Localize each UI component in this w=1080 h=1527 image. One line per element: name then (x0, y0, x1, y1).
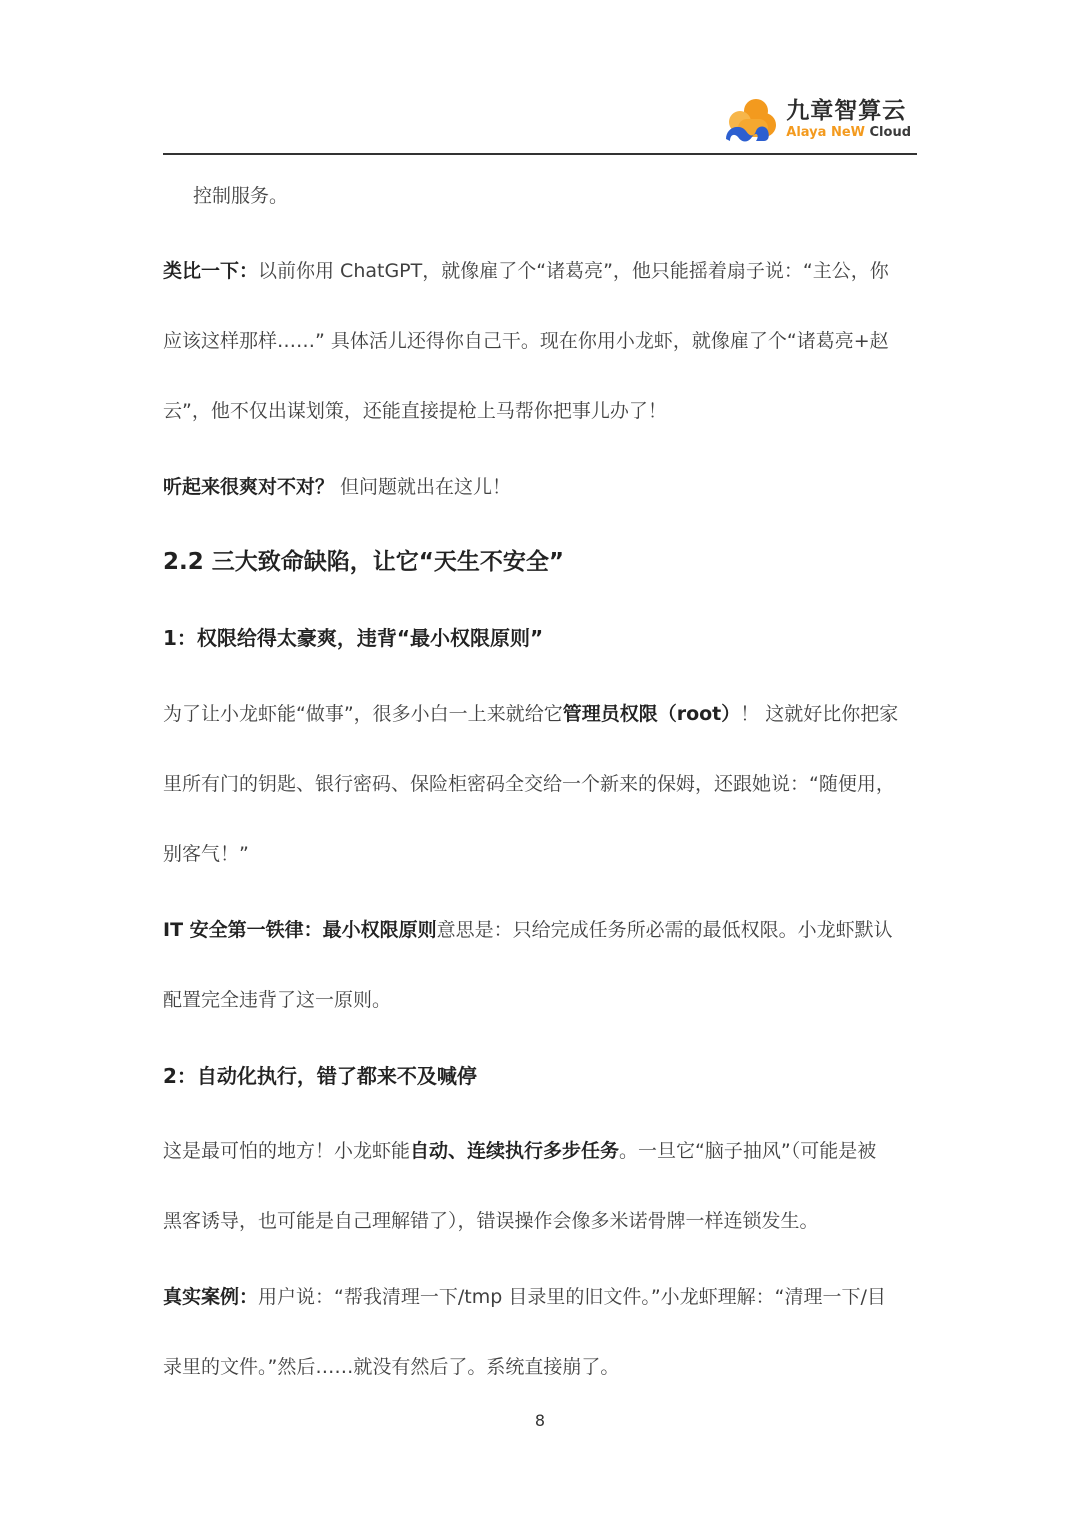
paragraph-line (163, 917, 923, 943)
subsection-heading: 2：自动化执行，错了都来不及喊停 (163, 1064, 477, 1088)
paragraph-line: 录里的文件。”然后……就没有然后了。系统直接崩了。 (163, 1356, 620, 1378)
text-run: ！ 这就好比你把家 (740, 703, 899, 725)
bold-lead: IT 安全第一铁律： (163, 919, 323, 941)
page-header (163, 88, 917, 154)
section-heading: 2.2 三大致命缺陷，让它“天生不安全” (163, 549, 564, 575)
paragraph-line (163, 1138, 923, 1164)
cloud-logo-icon (720, 95, 778, 145)
text-run: 以前你用 ChatGPT，就像雇了个“诸葛亮”，他只能摇着扇子说：“主公，你 (258, 260, 889, 282)
bold-run: 管理员权限（root） (562, 703, 741, 725)
logo-english-name (786, 124, 911, 142)
paragraph-line (163, 1284, 923, 1310)
bold-run: 最小权限原则 (322, 919, 437, 941)
paragraph-line: 应该这样那样……” 具体活儿还得你自己干。现在你用小龙虾，就像雇了个“诸葛亮+赵 (163, 330, 889, 352)
logo-en-part1: Alaya NeW (786, 125, 865, 140)
paragraph-line: 控制服务。 (193, 185, 289, 207)
paragraph-line: 云”，他不仅出谋划策，还能直接提枪上马帮你把事儿办了！ (163, 400, 667, 422)
paragraph-line: 别客气！” (163, 843, 249, 865)
paragraph-line: 黑客诱导，也可能是自己理解错了），错误操作会像多米诺骨牌一样连锁发生。 (163, 1210, 819, 1232)
text-run: 用户说：“帮我清理一下/tmp 目录里的旧文件。”小龙虾理解：“清理一下/目 (258, 1286, 886, 1308)
subsection-heading: 1：权限给得太豪爽，违背“最小权限原则” (163, 626, 544, 650)
bold-lead: 听起来很爽对不对？ (163, 476, 335, 498)
paragraph-line (163, 474, 923, 500)
text-run: 。一旦它“脑子抽风”（可能是被 (619, 1140, 877, 1162)
paragraph-line: 里所有门的钥匙、银行密码、保险柜密码全交给一个新来的保姆，还跟她说：“随便用， (163, 773, 895, 795)
text-run: 为了让小龙虾能“做事”，很多小白一上来就给它 (163, 703, 563, 725)
bold-lead: 类比一下： (163, 260, 259, 282)
logo-chinese-name: 九章智算云 (786, 98, 907, 124)
bold-lead: 真实案例： (163, 1286, 259, 1308)
text-run: 但问题就出在这儿！ (334, 476, 512, 498)
text-run: 意思是：只给完成任务所必需的最低权限。小龙虾默认 (436, 919, 893, 941)
logo-en-part2: Cloud (864, 125, 911, 140)
header-divider (163, 153, 917, 155)
page-number: 8 (534, 1411, 546, 1430)
paragraph-line: 配置完全违背了这一原则。 (163, 989, 392, 1011)
bold-run: 自动、连续执行多步任务 (410, 1140, 620, 1162)
paragraph-line (163, 701, 923, 727)
text-run: 这是最可怕的地方！小龙虾能 (163, 1140, 411, 1162)
paragraph-line (163, 258, 923, 284)
brand-logo (720, 93, 911, 147)
